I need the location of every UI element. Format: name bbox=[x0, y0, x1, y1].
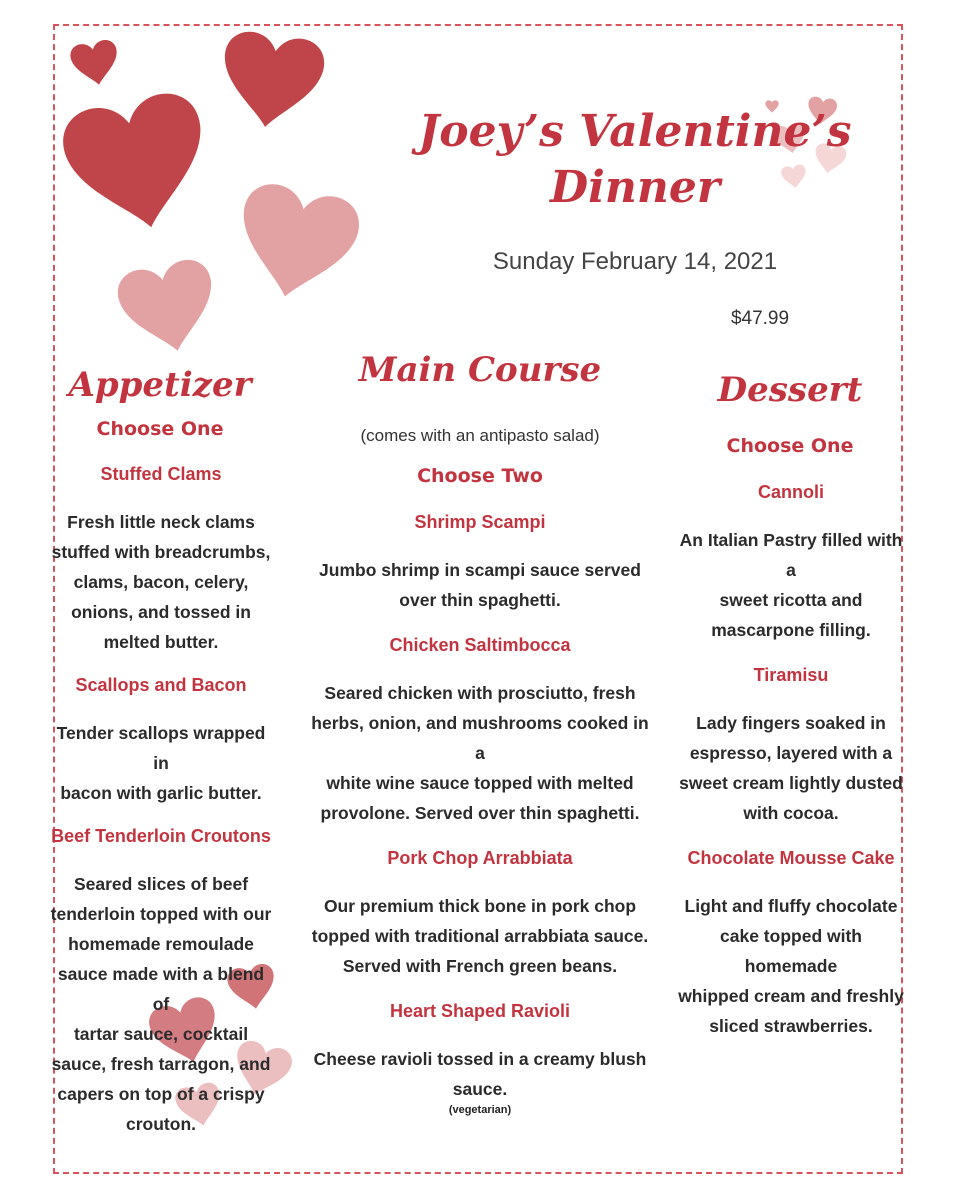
dessert-item-description bbox=[676, 891, 906, 1041]
main-course-choose: Choose Two bbox=[417, 465, 543, 487]
dessert-description-line: Lady fingers soaked in bbox=[696, 713, 886, 733]
main-course-description-line: white wine sauce topped with melted bbox=[326, 773, 634, 793]
main-course-description-line: provolone. Served over thin spaghetti. bbox=[320, 803, 640, 823]
appetizer-description-line: sauce, fresh tarragon, and bbox=[51, 1054, 271, 1074]
appetizer-description-line: melted butter. bbox=[103, 632, 219, 652]
main-course-description-line: Jumbo shrimp in scampi sauce served bbox=[319, 560, 641, 580]
heart-icon bbox=[216, 28, 328, 133]
appetizer-description-line: stuffed with breadcrumbs, bbox=[51, 542, 271, 562]
event-date: Sunday February 14, 2021 bbox=[492, 248, 778, 275]
appetizer-description-line: Tender scallops wrapped in bbox=[56, 723, 266, 773]
dessert-description-line: with cocoa. bbox=[743, 803, 839, 823]
main-course-description-line: over thin spaghetti. bbox=[399, 590, 561, 610]
dessert-item-description bbox=[676, 708, 906, 828]
main-course-note: (comes with an antipasto salad) bbox=[360, 426, 600, 445]
appetizer-item-name: Scallops and Bacon bbox=[75, 675, 247, 695]
appetizer-description-line: crouton. bbox=[126, 1114, 196, 1134]
appetizer-description-line: Fresh little neck clams bbox=[67, 512, 255, 532]
heart-icon bbox=[57, 87, 219, 241]
dessert-description-line: sweet ricotta and bbox=[719, 590, 863, 610]
page-title bbox=[400, 104, 870, 216]
main-course-item-description bbox=[310, 891, 650, 981]
dessert-item-description bbox=[676, 525, 906, 645]
main-course-description-line: sauce. bbox=[452, 1079, 508, 1099]
main-course-description-line: Seared chicken with prosciutto, fresh bbox=[324, 683, 636, 703]
dessert-description-line: sweet cream lightly dusted bbox=[679, 773, 903, 793]
main-course-item-name: Chicken Saltimbocca bbox=[389, 635, 571, 655]
dessert-item-name: Chocolate Mousse Cake bbox=[687, 848, 895, 868]
main-course-description-line: topped with traditional arrabbiata sauce. bbox=[311, 926, 649, 946]
dessert-description-line: cake topped with homemade bbox=[720, 926, 862, 976]
heart-icon bbox=[228, 179, 364, 309]
appetizer-heading: Appetizer bbox=[68, 365, 252, 405]
appetizer-description-line: homemade remoulade bbox=[68, 934, 254, 954]
dessert-list bbox=[676, 482, 906, 1041]
main-course-item-description bbox=[310, 1044, 650, 1104]
main-course-description-line: Cheese ravioli tossed in a creamy blush bbox=[313, 1049, 647, 1069]
vegetarian-note: (vegetarian) bbox=[448, 1104, 512, 1116]
appetizer-item-name: Beef Tenderloin Croutons bbox=[51, 826, 271, 846]
appetizer-description-line: tartar sauce, cocktail bbox=[73, 1024, 249, 1044]
dessert-description-line: whipped cream and freshly bbox=[678, 986, 904, 1006]
appetizer-description-line: capers on top of a crispy bbox=[57, 1084, 265, 1104]
dessert-item-name: Tiramisu bbox=[753, 665, 829, 685]
main-course-description-line: herbs, onion, and mushrooms cooked in a bbox=[311, 713, 649, 763]
main-course-list bbox=[310, 512, 650, 1104]
main-course-item-description bbox=[310, 555, 650, 615]
title-line-1: Joey’s Valentine’s bbox=[418, 106, 852, 157]
appetizer-description-line: tenderloin topped with our bbox=[50, 904, 272, 924]
dessert-description-line: mascarpone filling. bbox=[711, 620, 871, 640]
appetizer-description-line: onions, and tossed in bbox=[71, 602, 251, 622]
title-line-2: Dinner bbox=[549, 162, 721, 213]
appetizer-list bbox=[48, 464, 274, 1139]
heart-icon bbox=[69, 38, 122, 89]
main-course-heading: Main Course bbox=[358, 350, 602, 390]
dessert-heading: Dessert bbox=[717, 370, 863, 410]
dessert-description-line: An Italian Pastry filled with a bbox=[679, 530, 903, 580]
heart-icon bbox=[114, 256, 224, 361]
menu-price: $47.99 bbox=[730, 308, 790, 329]
dessert-description-line: Light and fluffy chocolate bbox=[684, 896, 898, 916]
main-course-item-name: Heart Shaped Ravioli bbox=[389, 1001, 571, 1021]
main-course-item-name: Shrimp Scampi bbox=[414, 512, 546, 532]
appetizer-description-line: clams, bacon, celery, bbox=[73, 572, 249, 592]
appetizer-description-line: sauce made with a blend of bbox=[57, 964, 265, 1014]
dessert-description-line: espresso, layered with a bbox=[689, 743, 893, 763]
appetizer-item-description bbox=[48, 507, 274, 657]
main-course-item-description bbox=[310, 678, 650, 828]
dessert-description-line: sliced strawberries. bbox=[709, 1016, 873, 1036]
main-course-item-name: Pork Chop Arrabbiata bbox=[387, 848, 573, 868]
appetizer-item-description bbox=[48, 869, 274, 1139]
appetizer-item-description bbox=[48, 718, 274, 808]
dessert-item-name: Cannoli bbox=[758, 482, 824, 502]
main-course-description-line: Our premium thick bone in pork chop bbox=[323, 896, 637, 916]
appetizer-item-name: Stuffed Clams bbox=[100, 464, 222, 484]
main-course-description-line: Served with French green beans. bbox=[342, 956, 618, 976]
appetizer-description-line: Seared slices of beef bbox=[73, 874, 249, 894]
appetizer-description-line: bacon with garlic butter. bbox=[60, 783, 262, 803]
appetizer-choose: Choose One bbox=[96, 418, 224, 440]
dessert-choose: Choose One bbox=[726, 435, 854, 457]
